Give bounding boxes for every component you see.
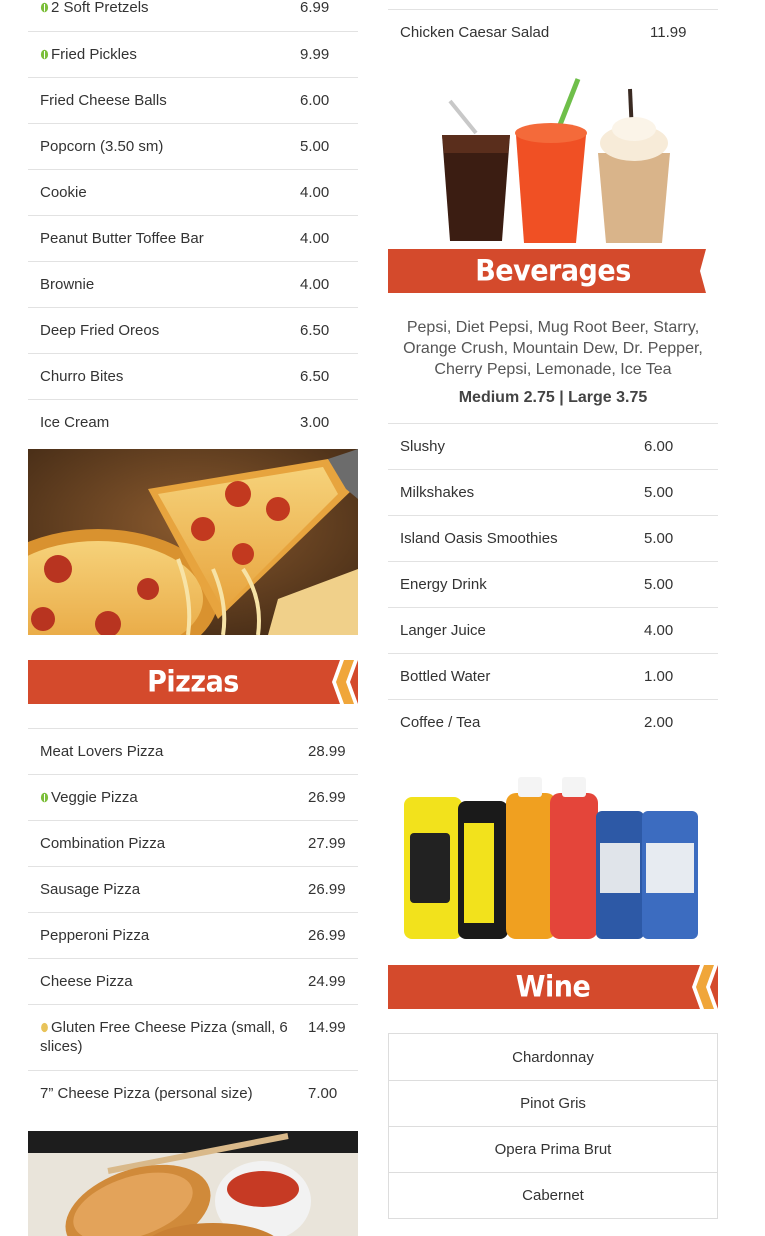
vegetarian-leaf-icon <box>40 46 49 57</box>
item-name: Fried Cheese Balls <box>40 92 167 109</box>
item-price: 4.00 <box>644 622 674 639</box>
item-price: 27.99 <box>308 835 346 852</box>
list-item: Opera Prima Brut <box>389 1126 717 1172</box>
list-item <box>388 699 718 745</box>
list-item <box>28 958 358 1004</box>
item-name: 7” Cheese Pizza (personal size) <box>40 1085 253 1102</box>
list-item <box>28 123 358 169</box>
list-item <box>28 215 358 261</box>
item-name: Fried Pickles <box>40 45 300 64</box>
beverage-list <box>388 423 718 745</box>
item-price: 6.00 <box>644 438 674 455</box>
beverage-sizes: Medium 2.75 | Large 3.75 <box>458 389 648 406</box>
section-title: Wine <box>515 970 591 1004</box>
list-item <box>388 561 718 607</box>
list-item <box>388 423 718 469</box>
list-item <box>28 0 358 31</box>
item-name: Churro Bites <box>40 368 124 385</box>
item-price: 26.99 <box>308 881 346 898</box>
item-price: 26.99 <box>308 789 346 806</box>
list-item <box>28 728 358 774</box>
item-price: 2.00 <box>644 714 674 731</box>
list-item <box>28 912 358 958</box>
item-name: Meat Lovers Pizza <box>40 743 164 760</box>
list-item <box>388 9 718 55</box>
list-item: Chardonnay <box>512 1048 594 1066</box>
item-price: 6.50 <box>300 368 330 385</box>
list-item <box>28 169 358 215</box>
item-name: Ice Cream <box>40 414 110 431</box>
banner-notch <box>692 965 718 1009</box>
list-item <box>28 307 358 353</box>
list-item <box>28 1070 358 1116</box>
left-column <box>28 0 358 1236</box>
list-item: Pinot Gris <box>389 1080 717 1126</box>
list-item <box>28 31 358 77</box>
section-title: Beverages <box>475 254 631 288</box>
item-price: 6.99 <box>300 0 330 16</box>
item-name: Peanut Butter Toffee Bar <box>40 230 204 247</box>
bottled-drinks-photo <box>388 763 718 943</box>
beverage-description: Pepsi, Diet Pepsi, Mug Root Beer, Starry, Orange Crush, Mountain Dew, Dr. Pepper, Cherry Pepsi, Lemonade, Ice Tea <box>403 319 703 378</box>
list-item <box>28 353 358 399</box>
list-item: Cabernet <box>389 1172 717 1218</box>
list-item <box>28 261 358 307</box>
item-price: 4.00 <box>300 184 330 201</box>
item-name: Langer Juice <box>400 622 486 639</box>
item-price: 7.00 <box>308 1085 338 1102</box>
banner-notch <box>332 660 358 704</box>
item-name: Slushy <box>400 438 446 455</box>
item-name: Milkshakes <box>400 484 475 501</box>
item-price: 1.00 <box>644 668 674 685</box>
item-price: 11.99 <box>650 24 687 41</box>
item-name: Sausage Pizza <box>40 881 141 898</box>
item-price: 14.99 <box>308 1019 346 1036</box>
item-name: Bottled Water <box>400 668 491 685</box>
list-item <box>28 1004 358 1070</box>
item-name: Coffee / Tea <box>400 714 481 731</box>
item-price: 5.00 <box>644 484 674 501</box>
list-item <box>28 820 358 866</box>
vegetarian-leaf-icon <box>40 789 49 800</box>
item-name: Veggie Pizza <box>40 788 308 807</box>
item-name: Island Oasis Smoothies <box>400 530 558 547</box>
wine-banner <box>388 965 718 1009</box>
item-price: 4.00 <box>300 230 330 247</box>
beverages-banner <box>388 249 718 293</box>
list-item <box>28 399 358 445</box>
list-item <box>28 77 358 123</box>
item-price: 28.99 <box>308 743 346 760</box>
item-name: Energy Drink <box>400 576 487 593</box>
list-item <box>388 515 718 561</box>
item-name: Combination Pizza <box>40 835 166 852</box>
item-name: Cookie <box>40 184 87 201</box>
drinks-photo <box>388 73 718 249</box>
item-name: Brownie <box>40 276 95 293</box>
section-title: Pizzas <box>147 665 239 699</box>
banner-notch <box>692 249 718 293</box>
gluten-free-icon <box>40 1019 49 1030</box>
list-item <box>28 866 358 912</box>
item-price: 6.00 <box>300 92 330 109</box>
right-column <box>388 0 718 1219</box>
item-price: 5.00 <box>644 530 674 547</box>
corn-dog-photo <box>28 1131 358 1236</box>
item-price: 4.00 <box>300 276 330 293</box>
list-item <box>388 653 718 699</box>
item-price: 3.00 <box>300 414 330 431</box>
pizza-photo <box>28 449 358 635</box>
list-item <box>388 607 718 653</box>
item-price: 5.00 <box>300 138 330 155</box>
item-name: Popcorn (3.50 sm) <box>40 138 164 155</box>
pizzas-banner <box>28 660 358 704</box>
item-name: Deep Fried Oreos <box>40 322 160 339</box>
list-item <box>388 469 718 515</box>
item-name: 2 Soft Pretzels <box>40 0 300 17</box>
wine-list <box>388 1033 718 1219</box>
item-price: 5.00 <box>644 576 674 593</box>
item-price: 26.99 <box>308 927 346 944</box>
item-name: Pepperoni Pizza <box>40 927 150 944</box>
item-name: Gluten Free Cheese Pizza (small, 6 slices) <box>40 1019 288 1055</box>
item-price: 6.50 <box>300 322 330 339</box>
item-price: 24.99 <box>308 973 346 990</box>
item-name: Chicken Caesar Salad <box>400 24 550 41</box>
pizza-list <box>28 728 358 1116</box>
snack-list <box>28 0 358 445</box>
list-item <box>28 774 358 820</box>
item-price: 9.99 <box>300 46 330 63</box>
vegetarian-leaf-icon <box>40 0 49 10</box>
item-name: Cheese Pizza <box>40 973 133 990</box>
